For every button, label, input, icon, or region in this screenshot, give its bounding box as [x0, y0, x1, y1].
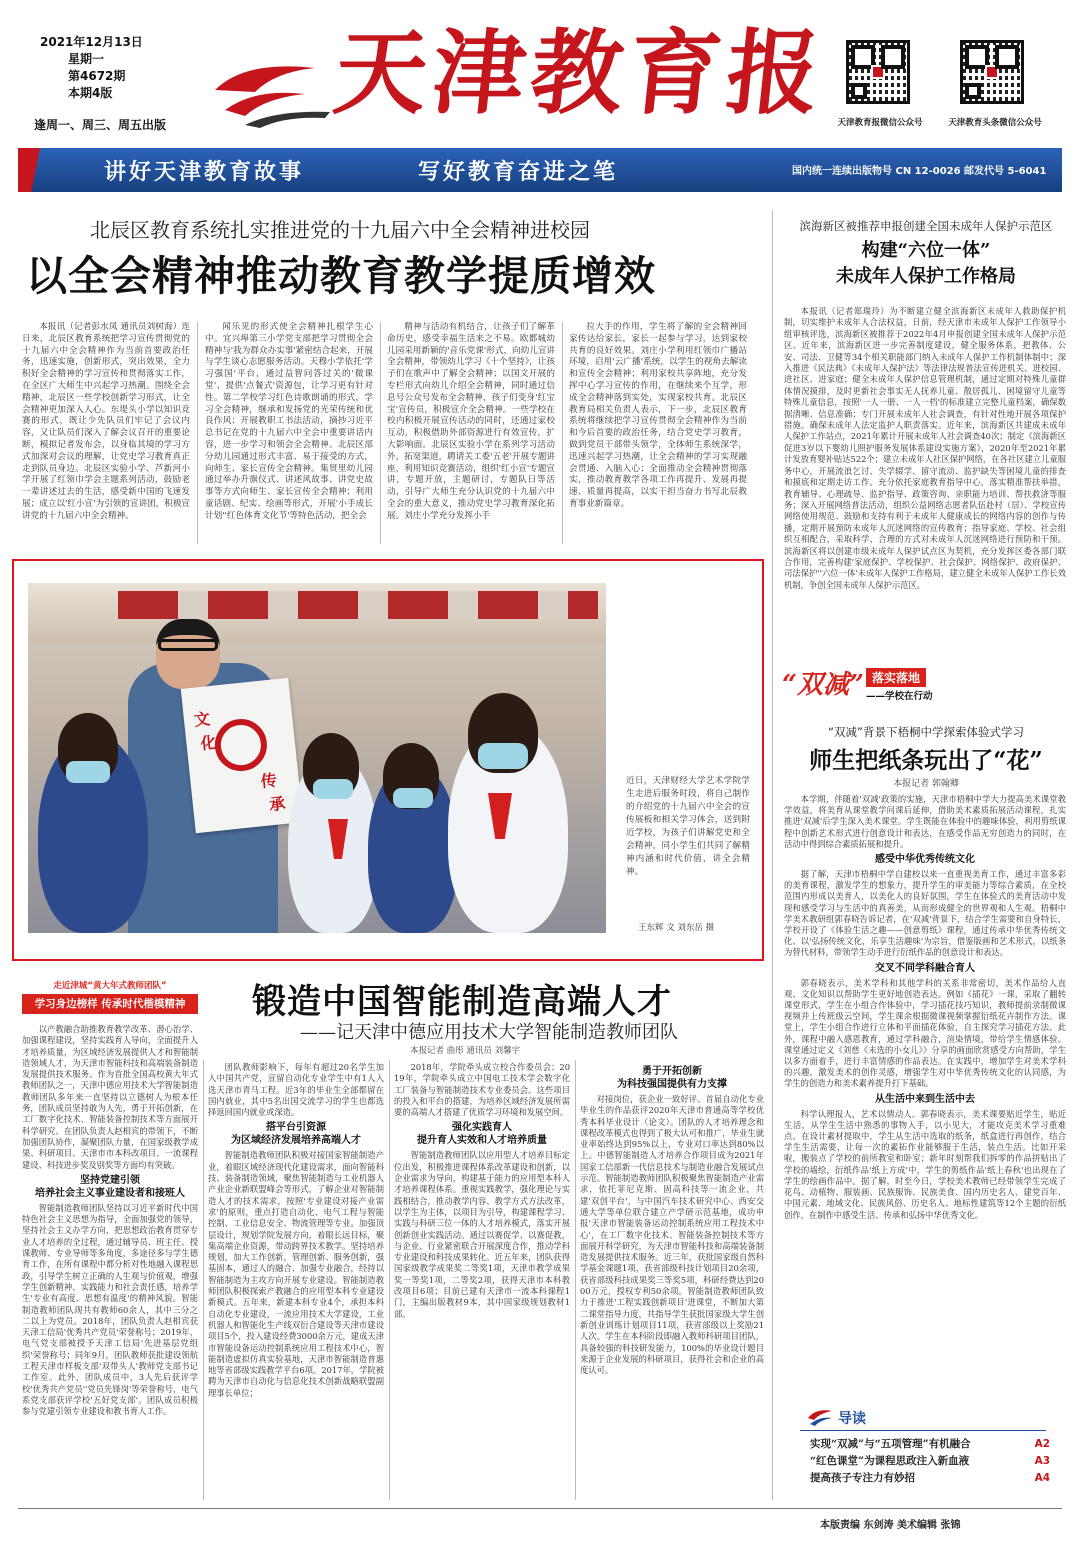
guide-list	[810, 1436, 1050, 1487]
photo-credit: 王东辉 文 刘东岳 摄	[638, 923, 715, 933]
shuangjian-byline: 本报记者 郭翰卿	[893, 779, 959, 789]
lead-column-3: 精神与活动有机结合，让孩子们了解革命历史，感受幸福生活来之不易。欧都城幼儿园采用新颖的'音乐党课'形式，向幼儿宣讲全会精神，带领幼儿学习《十个坚持》，让孩子们在歌声中了解全会精神；以国文开展的专栏形式向幼儿介绍全会精神，同时通过信息号公众号发布全会精神，孩子们变身'红宝宝'宣传员，积极宣介全会精神。一些学校在校内积极开展宣传活动的同时，还通过家校互动，积极借助外部资源进行有效宣传，扩大影响面。北辰区实验小学在系列学习活动外，拓宽渠道，聘请关工委'五老'开展专题讲座，利用知识竞赛活动，组织'红小宣'专题宣讲，专题开放，主题研讨，专题队日等活动，引导广大师生充分认识党的十九届六中全会的重大意义，推动党史学习教育深化拓展。刘庄小学充分发挥小手	[387, 322, 555, 521]
team-tag: 走近津城“黄大年式教师团队”	[53, 981, 167, 991]
team-column-4: 勇于开拓创新 为科技强国提供有力支撑 对接岗位，获企业一致好评。首届自动化专业毕业生的作品获评2020年天津市普通高等学校优秀本科毕业设计（论文）。团队的人才培养理念和课程改革模式也得到了极大认可和推广，毕业生就业率始终达到95%以上，专业对口率达到80%以上。中德智能制造人才培养合作项目成为2021年国家工信部新一代信息技术与制造业融合发展试点示范。智能制造教师团队积极聚焦智能制造产业需求，依托菲尼克斯、固高科技等一流企业，共建'双创平台'，与中国汽车技术研究中心、西安交通大学等单位联合建立产学研示范基地，成功申报'天津市智能装备运动控制系统应用工程技术中心'，在工厂数字化技术、智能装备控制技术等方面展开科学研究，为天津市智能科技和高端装备制造发展提供技术服务。近三年，获批国家级自然科学基金课题1项，获省部级科技计划项目20余项，获省部级科技成果奖三等奖5项，科研经费达到2000万元，授权专利50余项。智能制造教师团队致力于推进'工程实践创新项目'进课堂，不断加大第二课堂指导力度，共指导学生获批国家级大学生创新创业训练计划项目11项，获省部级以上奖励21人次。学生在本科阶段即融入教师科研项目团队，具备较强的科技研发能力，100%的毕业设计题目来源于企业发展的科研项目，获得社会和企业的高度认可。	[580, 1066, 764, 1376]
lead-column-1: 本报讯（记者彭水凤 通讯员刘树海）连日来，北辰区教育系统把学习宣传贯彻党的十九届六中全会精神作为当前首要政治任务，迅速实施，创新形式，突出效果，全力积好全会精神的学习宣传和贯彻落实工作，在全区广大师生中兴起学习热潮。围绕全会精神，北辰区一些学校创新学习形式，让全会精神更加深入人心。东堤头小学以知识竞赛的形式，既让少先队员们牢记了会议内容，又让队员们深入了解会议召开的重要论断，模拟记者发布会，以身临其境的学习方式加深对会议的理解，让党史学习教育真正走到队员身边。北辰区实验小学、芦新河小学开展了红领巾学会主题系列活动，鼓励老一辈讲述过去的生活，感受新中国的飞速发展；成立以'红小宣'为引领的宣讲团，积极宣讲党的十九届六中全会精神。	[22, 322, 190, 521]
guide-logo-icon	[806, 1408, 834, 1426]
shuangjian-kicker: “双减”背景下梧桐中学探索体验式学习	[828, 725, 1024, 739]
issue-number: 第4672期	[68, 69, 126, 83]
slogan-banner	[18, 148, 1062, 192]
guide-box	[780, 1402, 1070, 1494]
team-subheading-2: 搭平台引资源 为区域经济发展培养高端人才	[231, 1122, 361, 1147]
shuangjian-subheading-3: 从生活中来到生活中去	[875, 1093, 975, 1105]
guide-item[interactable]: 提高孩子专注力有妙招 A4	[810, 1472, 1050, 1484]
guide-title: 导读	[838, 1411, 866, 1427]
newspaper-title: 天津教育报	[329, 19, 831, 127]
issue-weekday: 星期一	[68, 52, 105, 66]
shuangjian-subheading-1: 感受中华优秀传统文化	[875, 854, 975, 866]
photo-caption: 近日，天津财经大学艺术学院学生走进后服务时段，将自己制作的介绍党的十九届六中全会的宣传展板和相关学习体会，送到附近学校，为孩子们讲解党史和全会精神，同小学生们共同了解精神内涵和时代价值，讲全会精神。	[626, 776, 750, 877]
registration-number: 国内统一连续出版物号 CN 12-0026 邮发代号 5-6041	[792, 166, 1047, 177]
guide-item[interactable]: 实现“双减”与“五项管理”有机融合 A2	[810, 1438, 1050, 1450]
issue-pages: 本期4版	[68, 86, 113, 100]
qr-code-icon	[960, 40, 1024, 104]
slogan-left: 讲好天津教育故事	[104, 160, 305, 185]
team-subheading-3: 强化实践育人 提升育人实效和人才培养质量	[417, 1122, 547, 1147]
shuangjian-body: 本学期，伴随着'双减'政策的实施，天津市梧桐中学大力提高美术课堂教学效益，将美育从课堂教学问课后延伸，借助美术素质拓展活动课程，扎实推进'双减'后学生深入美术课堂。学生既能在体验中的趣味体验，利用剪纸课程中创新艺术形式进行创意设计和表达，在感受作品无穷创造力的同时，在活动中得到综合素质拓展和提升。 感受中华优秀传统文化 据了解，天津市梧桐中学自建校以来一直重视美育工作，通过丰富多彩的美育课程，激发学生的想象力，提升学生的审美能力等综合素质，在全校范围内形成以美育人，以美化人的良好氛围，学生在体验式的美育活动中发现和感受学习与生活中的真善美，从而形成健全的世界观和人生观。梧桐中学美术教研组郭春晓告诉记者，在'双减'背景下，结合学生需要和自身特长，学校开设了《体验生活之趣——创意剪纸》课程，通过传承中华优秀传统文化、以'弘扬传统文化，乐享生活趣味'为宗旨，借鉴版画和艺术形式，以纸条为替代材料，带领学生动手进行衍纸作品的创意设计和表达。 交叉不同学科融合育人 郭春晓表示，美术学科和其他学科的关系非常密切，美术作品给人直观、文化知识以帮助学生更好地创造表达。例如《插花》一课，采取了翻转课堂形式，学生在小组合作体验中，学习插花技巧知识，教师提前录制微课视频并上传班级云空间，学生课余根据微课视频掌握衍纸花卉制作方法。课堂上，学生小组合作进行立体和平面插花体验，自主探究学习插花方法。此外，课程中融入感恩教育，通过学科融合，渲染情境，带给学生情感体验。课堂通过定义《刘慈《未选的小女儿》》分享的画面欣赏感受方向帮助，学生以多方面着手，进行丰富情感的作品表达。在实践中，增加学生对美术学科的兴趣，激发美术的创作灵感，增强学生对中华优秀传统文化的认同感，为学生的创造力和美术素养提升打下基础。 从生活中来到生活中去 科学认理报人，艺术以情动人。郭春晓表示，美术课要贴近学生，贴近生活，从学生生活中熟悉的事物入手，以小见大，才能攻克美术学习重难点。在设计素材提取中，学生从生活中选取的纸条，纸盒进行再创作，结合学生生活需要，让每一次的素拓作业能够服于生活，装点生活。比如开采啦，搬装点了学校的前所教室和卧室；新年时刻帮我们拆零的作品拼贴出了学校的墙绘，衍纸作品'纸上方成'中，学生的剪纸作品'纸上春秋'也出现在了学生的绘画作品中。据了解，时至今日，学校美术教师已经带领学生完成了花鸟、动植物、服装画、民族服饰、民族美食、国内历史名人、建党百年、中国元素、地域文化、民族风俗、历史名人、地标性建筑等12个主题的衍纸创作，在制作中感受生活、传承和弘扬中华优秀文化。	[784, 794, 1066, 1220]
issue-date: 2021年12月13日	[40, 35, 143, 49]
lead-column-2: 闻乐见的形式使全会精神扎根学生心中。宜兴埠第三小学党支部把学习贯彻全会精神与'我为群众办实事'紧密结合起来，开展与学生谈心志愿服务活动。天穆小学依托'学习强国'平台，通过益智问答过关的'微课堂'、提供'点餐式'资源包，让学习更有针对性。第二学校学习红色诗歌朗诵的形式，学习全会精神，继承和发扬党的光荣传统和优良作风；开展教职工书法活动，摘抄习近平总书记在党的十九届六中全会中重要讲话内容，进一步学习和领会全会精神。北辰区部分幼儿园通过形式丰富、易于接受的方式，向师生、家长宣传全会精神。集贤里幼儿园通过举办升旗仪式、讲述风故事、讲党史故事等方式向师生、家长宣传全会精神；利用童话剧、纪实、绘画等形式，开展'小手成长计划''红色体育文化节'等特色活动，把全会	[205, 322, 373, 521]
slogan-right: 写好教育奋进之笔	[418, 160, 619, 185]
team-motto: 学习身边榜样 传承时代楷模精神	[22, 994, 198, 1014]
publication-schedule: 逢周一、周三、周五出版	[34, 118, 167, 132]
guide-item[interactable]: “红色课堂”为课程思政注入新血液 A3	[810, 1455, 1050, 1467]
lead-kicker: 北辰区教育系统扎实推进党的十九届六中全会精神进校园	[90, 218, 590, 242]
team-column-1: 以产教融合助推教育教学改革、潜心治学、加强课程建设，坚持实践育人导向，全面提升人才培养质量，为区域经济发展提供人才和智能制造领域人才，为天津市智能科技和高端装备制造发展提供技术服务。作为首批全国高校黄大年式教师团队之一，天津中德应用技术大学智能制造教师团队多年来一直坚持以立德树人为根本任务，团队成员坚持敢为人先，勇于开拓创新，在工厂数字化技术、智能装备控制技术等方面展开科学研究。在团队负责人赵相宾的带领下，不断加强团队协作，凝聚团队力量，在国家级教学成果、科研项目、天津市市本科改项目、一流课程建设、科技进步奖及别奖等方面均有突破。 坚持党建引领 培养社会主义事业建设者和接班人 智能制造教师团队坚持以习近平新时代中国特色社会主义思想为指导，全面加强党的领导，坚持社会主义办学方向，把思想政治教育贯穿专业人才培养的全过程，通过辅导员、班主任、授课教师、专业导师等多角度，多途径多与学生德育工作，在所有课程中都分析对性地融入课程思政，引导学生树立正确的人生观与价值观，增强学生创新精神、实践能力和社会责任感，培养学生'专业有高度、思想有温度'的精神风貌。智能制造教师团队现共有教师60余人，其中三分之二以上为党员。2018年，团队负责人赵相宾获天津工信局'优秀共产党员'荣誉称号；2019年，电气党支部被授予天津工信局'先进基层党组织'荣誉称号；同年9月，团队教师获批建设领航工程天津市样板支部'双带头人'教师党支部书记工作室。此外，团队成员中，3人先后获评学校'优秀共产党员''党员先锋岗'等荣誉称号，电气系党支部获评学校'五好党支部'。团队成员积极参与党建引领专业建设和教书育人工作。	[22, 1024, 198, 1417]
team-byline: 本报记者 曲彤 通讯员 刘馨宇	[410, 1046, 521, 1056]
right-top-body: 本报讯（记者郑瑞玲）为不断建立健全滨海新区未成年人救助保护机制，切实维护未成年人合法权益，日前，经天津市未成年人保护工作领导小组审核评选，滨海新区被推荐于2022年4月申报创建全国未成年人保护示范区。近年来，滨海新区进一步完善制度建设，健全服务体系，把教体、公安、司法、卫健等34个相关职能部门纳入未成年人保护工作机制体制中；深入推进《民法典》《未成年人保护法》等法律法规普法宣传进机关、进校园、进社区、进家庭；健全未成年人保护信息管理机制，通过定期对特殊儿童群体情况摸排，及时更新社会事实无人抚养儿童、散居孤儿、困境留守儿童等特殊儿童信息，按照'一人一册、一人一档'的标准建立完整儿童档案，确保数据清晰、信息准确；专门开展未成年人社会调查，有针对性地开展各项保护措施。确保未成年人法定监护人职责落实。近年来，滨海新区共建成未成年人保护工作站点，2021年累计开展未成年人社会调查40次；制定《滨海新区促进3岁以下婴幼儿照护服务发展体系建设实施方案》，2020年至2021年累计发放育婴补贴达522个；建立未成年人社区保护网络，在各社区建立儿童服务中心，开展流浪乞讨、失学辍学、留守流动、监护缺失等困境儿童的排查和摸底和定期走访工作。充分依托家庭教育指导中心，落实精准帮扶举措，教育辅导、心理疏导、监护指导、政策咨询、亲职能力培训、帮扶救济等服务；深入开展网络普法活动，组织公益网络志愿者队伍赴村（居）、学校宣传网络使用规范、鼓励和支持有利于未成年人健康成长的网络内容的创作与传播，定期开展预防未成年人沉迷网络的宣传教育；指导家庭、学校、社会组织互相配合，采取科学、合理的方式对未成年人沉迷网络进行预防和干预。滨海新区将以创建市级未成年人保护试点区为契机，充分发挥区委各部门联合作用，完善构建'家庭保护、学校保护、社会保护、网络保护、政府保护、司法保护''六位一体'未成年人保护工作格局，建立健全未成年人保护工作长效机制，争创全国未成年人保护示范区。	[784, 306, 1066, 590]
team-subheading-1: 坚持党建引领 培养社会主义事业建设者和接班人	[35, 1174, 185, 1199]
team-column-3: 2018年，学院牵头成立校合作委员会；2019年，学院牵头成立中国电工技术学会数字化工厂装备与智能制造技术专业委员会。这些项目的投入和平台的搭建，为培养区域经济发展所需要的高端人才搭建了优质学习环境和发展空间。 强化实践育人 提升育人实效和人才培养质量 智能制造教师团队以应用型人才培养目标定位出发，积极推进课程体系改革建设和创新，以企业需求为导向，构建基于能力的应用型本科人才培养课程体系。重视实践教学，强化理论与实践相结合，推动教学内容、教学方式方法改革，以学生为主体，以项目为引导，构建课程学习、实践与科研三位一体的人才培养模式，落实开展创新创业实践活动。通过以赛促学、以赛促教，与企业、行业紧密联合开展深度合作，推动学科专业建设和科技成果转化。近五年来，团队获得国家级教学成果奖二等奖1项，天津市教学成果奖一等奖1项，二等奖2项，获得天津市本科教改项目6项；目前已建有天津市一流本科课程1门，主编出版教材9本，其中国家级规划教材1部。	[394, 1062, 570, 1319]
lead-headline: 以全会精神推动教育教学提质增效	[26, 252, 656, 300]
team-subhead: ——记天津中德应用技术大学智能制造教师团队	[300, 1022, 678, 1043]
team-subheading-4: 勇于开拓创新 为科技强国提供有力支撑	[617, 1066, 727, 1090]
team-column-2: 团队教师影响下，每年有超过20名学生加入中国共产党，宣留自动化专业学生中有1人入选天津市青马工程。近3年的毕业生全部都留在国内就业，其中5名出国交流学习的学生也都选择返回国内就业或深造。 搭平台引资源 为区域经济发展培养高端人才 智能制造教师团队积极对接国家智能制造产业，着眼区域经济现代化建设需求，面向智能科技、装备制造领域，聚焦智能制造与工业机器人产业企业新联盟峰会等形式，了解企业对智能制造人才的技术需求，按照'专业建设对接产业需求'的原则，重点打造自动化、电气工程与智能控制、工业信息安全、物流管理等专业。加强顶层设计，规划学院发展方向，着眼长远目标，聚集高端企业资源，带动跨界技术教学。坚持培养规划，加大工作创新，管理创新、服务创新，强基固本，通过人的融合、加强专业融合，经持以智能制造为主攻方向开展专业建设。智能制造教师团队积极探索产教融合的应用型本科专业建设新模式。五年来，新建本科专业4个，承担本科自动化专业建设，一流应用技术大学建设，工业机器人和智能化生产线双衍合建设等天津市建设项目5个，投入建设经费3000余万元，建成天津市智能设备运动控制系统应用工程技术中心，智能制造虚拟仿真实验基地，天津市智能制造普惠地等省部级实践教学平台6项。2017年，学院被聘为天津市自动化与信息化技术创新战略联盟副理事长单位；	[208, 1062, 384, 1398]
right-top-kicker: 滨海新区被推荐申报创建全国未成年人保护示范区	[799, 219, 1053, 233]
qr-code-icon	[846, 40, 910, 104]
newspaper-logo-icon	[205, 50, 345, 130]
shuangjian-subheading-2: 交叉不同学科融合育人	[875, 962, 975, 974]
shuangjian-badge-sub: ——学校在行动	[866, 691, 933, 702]
shuangjian-badge-right: 落实落地	[866, 668, 926, 687]
lead-column-4: 拉大手的作用，学生将了解的全会精神回家传达给家长，家长一起参与学习，达到家校共育的良好效果。刘庄小学利用红领巾广播站环境，启用'云广播'系统，以学生的视角去解读和宣传全会精神；利用家校共享阵地，充分发挥中心学习宣传的作用，在继续来个互学，形成全会精神落到实处，实现家校共育。北辰区教育局相关负责人表示，下一步，北辰区教育系统将继续把学习宣传贯彻全会精神作为当前和今后首要的政治任务，结合党史学习教育，做到党员干部带头领学，全体师生系统深学，迅速兴起学习热潮，让全会精神的学习实现融会贯通、入脑入心；全面推动全会精神贯彻落实，推动教育教学各项工作再提升、发展再提速、质量再提高，以实干担当奋力书写北辰教育事业新篇章。	[569, 322, 747, 509]
qr1-caption: 天津教育报微信公众号	[837, 118, 923, 128]
right-top-title-2: 未成年人保护工作格局	[836, 266, 1016, 287]
paper-cut-poster: 文 化 传 承	[181, 678, 304, 833]
shuangjian-title: 师生把纸条玩出了“花”	[809, 747, 1043, 774]
news-photo	[28, 583, 606, 933]
team-headline: 锻造中国智能制造高端人才	[252, 982, 672, 1022]
qr2-caption: 天津教育头条微信公众号	[948, 118, 1042, 128]
shuangjian-badge-title: “双减”	[782, 670, 864, 700]
right-top-title-1: 构建“六位一体”	[861, 240, 991, 261]
shuangjian-badge	[782, 664, 952, 708]
masthead-date-block	[40, 34, 170, 102]
photo-highlight-frame[interactable]	[12, 559, 764, 961]
footer-editors: 本版责编 东剑涛 美术编辑 张锦	[820, 1520, 961, 1531]
